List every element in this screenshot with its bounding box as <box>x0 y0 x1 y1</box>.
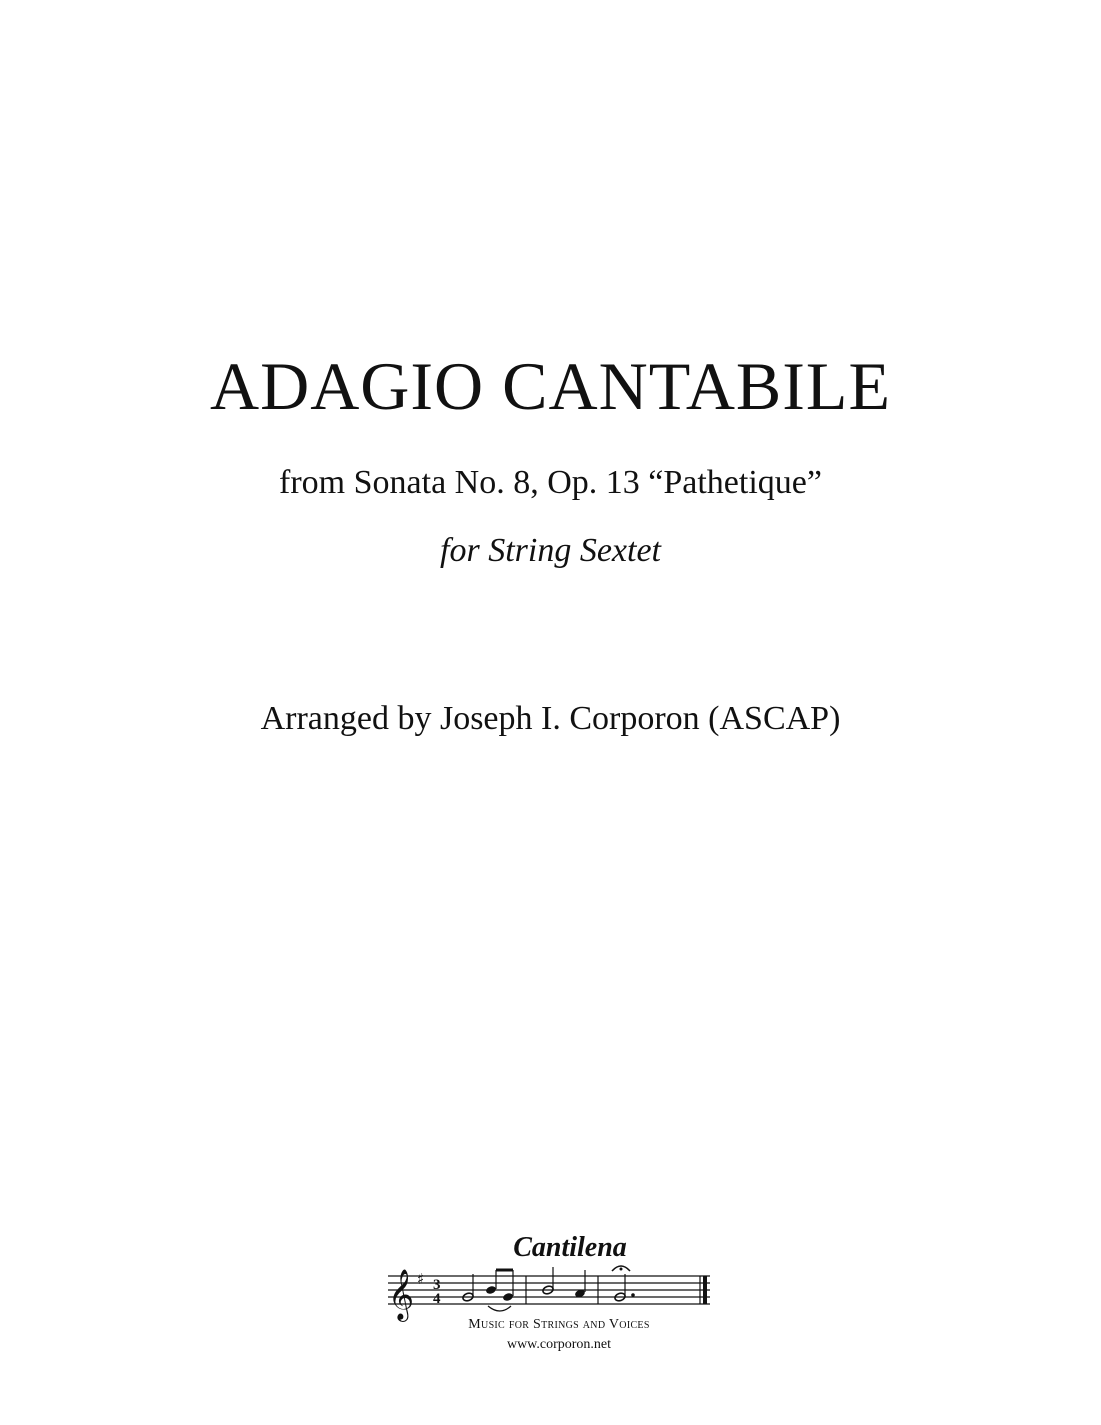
publisher-name: Cantilena <box>513 1232 627 1263</box>
piece-subtitle: from Sonata No. 8, Op. 13 “Pathetique” <box>279 464 822 501</box>
instrumentation: for String Sextet <box>440 532 661 569</box>
publisher-logo <box>380 1232 720 1362</box>
svg-text:4: 4 <box>433 1291 441 1307</box>
publisher-tagline: Music for Strings and Voices <box>468 1317 650 1332</box>
arranger-credit: Arranged by Joseph I. Corporon (ASCAP) <box>260 700 841 737</box>
svg-text:𝄞: 𝄞 <box>388 1269 415 1320</box>
svg-text:3: 3 <box>433 1277 441 1293</box>
publisher-url: www.corporon.net <box>506 1337 612 1352</box>
music-staff-logo-icon <box>380 1262 720 1322</box>
piece-title: ADAGIO CANTABILE <box>209 348 892 424</box>
svg-text:♯: ♯ <box>417 1270 425 1288</box>
